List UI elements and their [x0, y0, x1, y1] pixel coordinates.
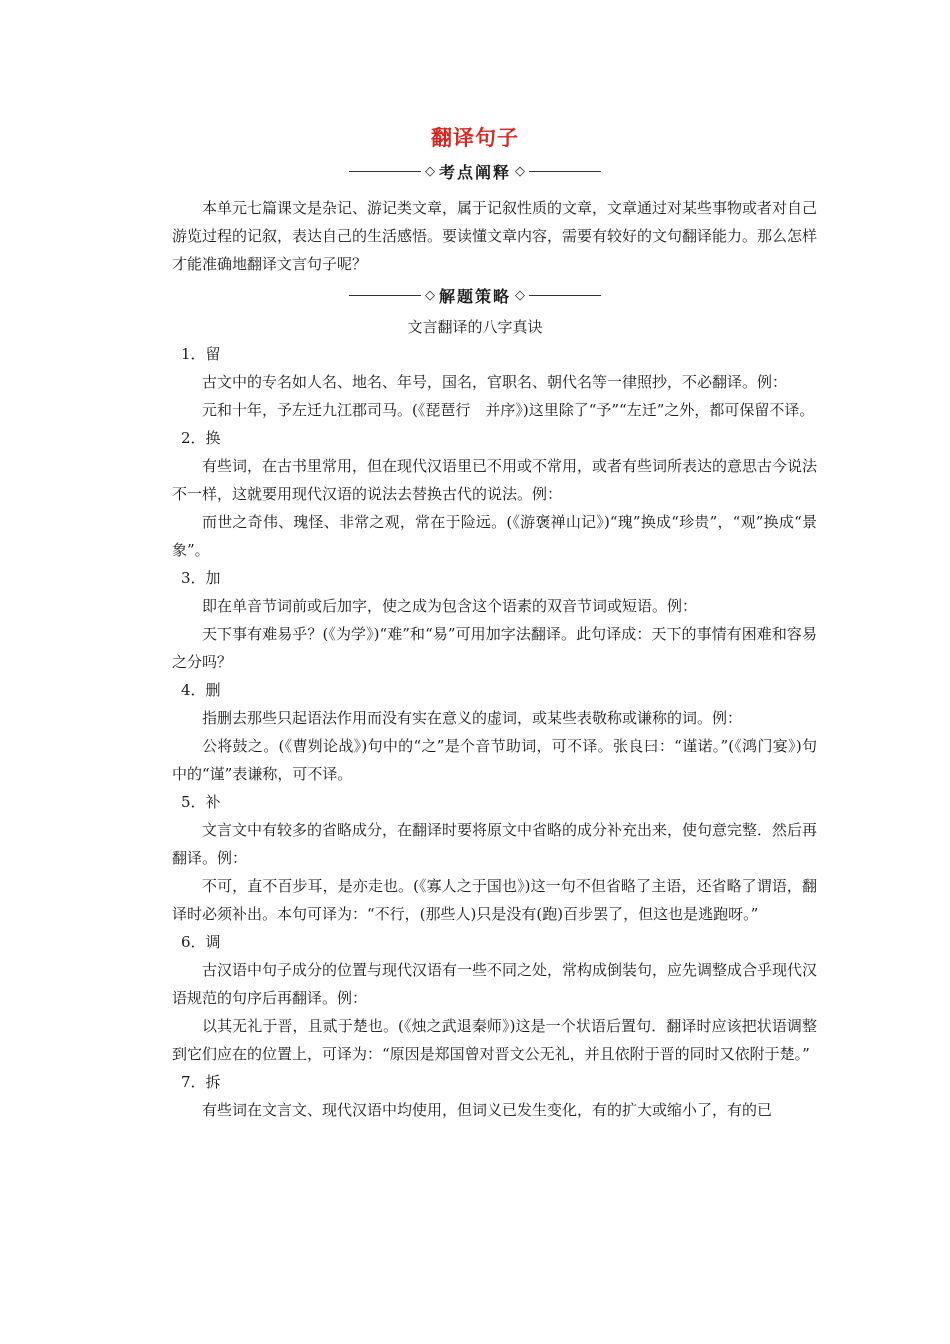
intro-block — [172, 194, 817, 278]
subtitle: 文言翻译的八字真诀 — [407, 318, 543, 336]
paragraph: 有些词在文言文、现代汉语中均使用，但词义已发生变化，有的扩大或缩小了，有的已 — [202, 1101, 773, 1119]
strategy-item — [172, 676, 817, 788]
paragraph: 有些词，在古书里常用，但在现代汉语里已不用或不常用，或者有些词所表达的意思古今说法不一样，这就要用现代汉语的说法去替换古代的说法。例： — [172, 457, 818, 503]
paragraph: 古文中的专名如人名、地名、年号，国名，官职名、朝代名等一律照抄，不必翻译。例： — [202, 373, 788, 391]
heading-rule-right — [529, 171, 601, 172]
section-heading-label: 解题策略 — [438, 287, 511, 306]
diamond-icon: ◇ — [515, 164, 525, 179]
diamond-icon: ◇ — [515, 288, 525, 303]
strategy-item — [172, 340, 817, 424]
section-heading-kaodian — [0, 160, 950, 183]
strategy-list — [172, 340, 817, 1124]
strategy-item-heading: 4．删 — [181, 681, 221, 699]
paragraph: 文言文中有较多的省略成分，在翻译时要将原文中省略的成分补充出来，使句意完整．然后再翻译。例： — [172, 821, 818, 867]
page-title: 翻译句子 — [431, 126, 519, 150]
paragraph: 以其无礼于晋，且贰于楚也。(《烛之武退秦师》)这是一个状语后置句．翻译时应该把状语调整到它们应在的位置上，可译为：“原因是郑国曾对晋文公无礼，并且依附于晋的同时又依附于楚。” — [172, 1017, 817, 1063]
strategy-item-heading: 5．补 — [181, 793, 221, 811]
heading-rule-left — [349, 295, 421, 296]
strategy-item — [172, 928, 817, 1068]
paragraph: 元和十年，予左迁九江郡司马。(《琵琶行 并序》)这里除了“予”“左迁”之外，都可保留不译。 — [202, 401, 815, 419]
strategy-item-heading: 7．拆 — [181, 1073, 221, 1091]
paragraph: 公将鼓之。(《曹刿论战》)句中的“之”是个音节助词，可不译。张良曰：“谨诺。”(《鸿门宴》)句中的“谨”表谦称，可不译。 — [172, 737, 817, 783]
paragraph: 古汉语中句子成分的位置与现代汉语有一些不同之处，常构成倒装句，应先调整成合乎现代汉语规范的句序后再翻译。例： — [172, 961, 818, 1007]
diamond-icon: ◇ — [424, 164, 435, 179]
intro-paragraph: 本单元七篇课文是杂记、游记类文章，属于记叙性质的文章，文章通过对某些事物或者对自己游览过程的记叙，表达自己的生活感悟。要读懂文章内容，需要有较好的文句翻译能力。那么怎样才能准确地翻译文言句子呢？ — [172, 199, 818, 273]
paragraph: 指删去那些只起语法作用而没有实在意义的虚词，或某些表敬称或谦称的词。例： — [202, 709, 743, 727]
paragraph: 天下事有难易乎？(《为学》)“难”和“易”可用加字法翻译。此句译成：天下的事情有困难和容易之分吗？ — [172, 625, 817, 671]
paragraph: 不可，直不百步耳，是亦走也。(《寡人之于国也》)这一句不但省略了主语，还省略了谓语，翻译时必须补出。本句可译为：“不行，(那些人)只是没有(跑)百步罢了，但这也是逃跑呀。” — [172, 877, 817, 923]
strategy-item-heading: 1．留 — [181, 345, 221, 363]
strategy-item — [172, 424, 817, 564]
strategy-item — [172, 1068, 817, 1124]
strategy-item-heading: 2．换 — [181, 429, 221, 447]
strategy-item-heading: 3．加 — [181, 569, 221, 587]
strategy-item — [172, 564, 817, 676]
strategy-item-heading: 6．调 — [181, 933, 221, 951]
paragraph: 即在单音节词前或后加字，使之成为包含这个语素的双音节词或短语。例： — [202, 597, 698, 615]
diamond-icon: ◇ — [424, 288, 435, 303]
section-heading-label: 考点阐释 — [438, 163, 511, 182]
section-heading-jieti — [0, 284, 950, 307]
strategy-item — [172, 788, 817, 928]
paragraph: 而世之奇伟、瑰怪、非常之观，常在于险远。(《游褒禅山记》)“瑰”换成“珍贵”，“观”换成“景象”。 — [172, 513, 817, 559]
heading-rule-right — [529, 295, 601, 296]
heading-rule-left — [349, 171, 421, 172]
